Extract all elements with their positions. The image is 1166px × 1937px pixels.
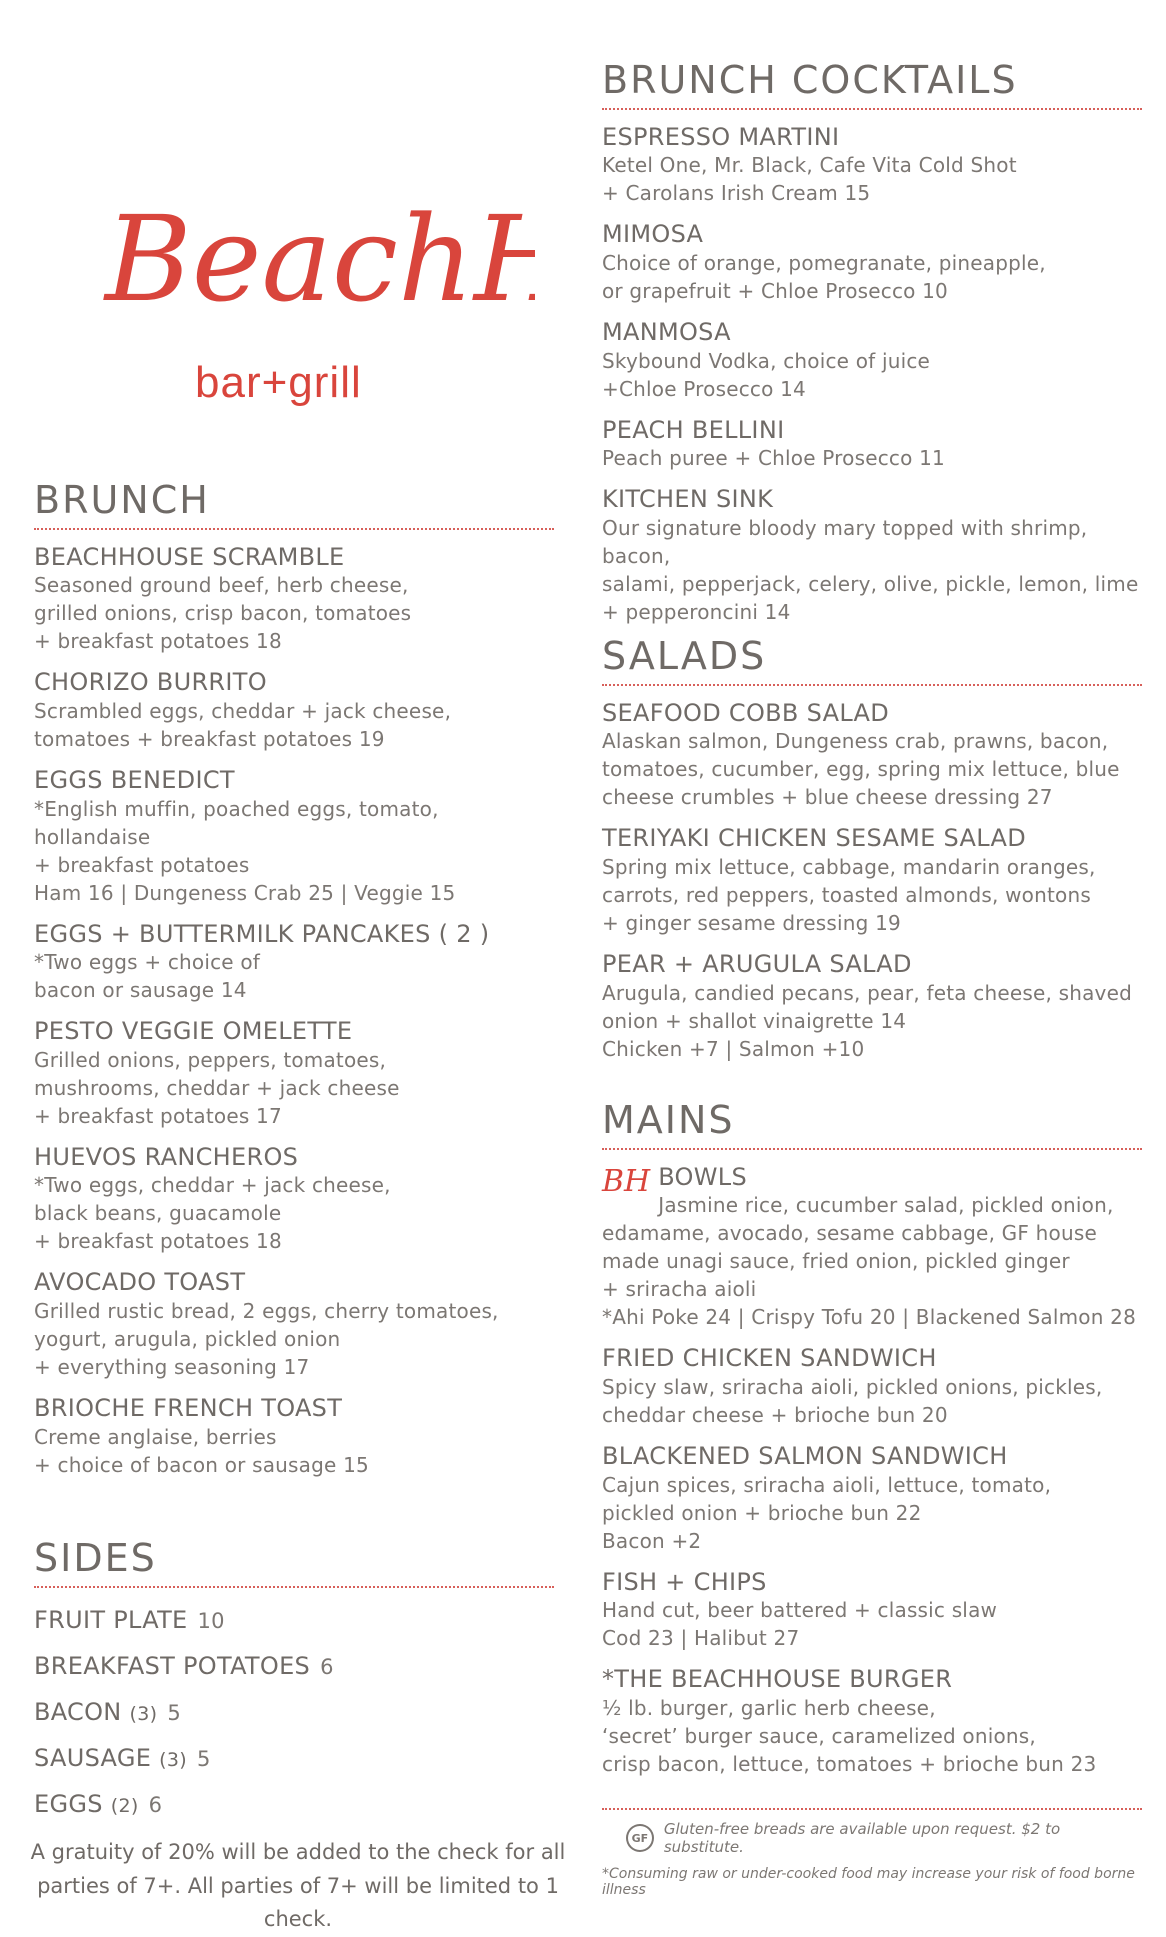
logo-script-text: Beach xyxy=(105,190,474,328)
menu-item xyxy=(34,1269,554,1381)
cocktail-items xyxy=(602,124,1142,626)
item-name: BRIOCHE FRENCH TOAST xyxy=(34,1393,343,1422)
sides-section xyxy=(34,1538,554,1818)
item-desc: Seasoned ground beef, herb cheese, grilled onions, crisp bacon, tomatoes + breakfast potatoes 18 xyxy=(34,573,412,654)
item-desc: Skybound Vodka, choice of juice +Chloe Prosecco 14 xyxy=(602,348,931,401)
raw-food-warning: *Consuming raw or under-cooked food may increase your risk of food borne illness xyxy=(602,1866,1135,1898)
item-desc: Grilled onions, peppers, tomatoes, mushrooms, cheddar + jack cheese + breakfast potatoes 17 xyxy=(34,1047,400,1128)
salads-title: SALADS xyxy=(602,636,1142,686)
menu-item xyxy=(602,486,1142,626)
item-name: TERIYAKI CHICKEN SESAME SALAD xyxy=(602,824,1026,853)
item-name: FISH + CHIPS xyxy=(602,1567,767,1596)
item-name: FRIED CHICKEN SANDWICH xyxy=(602,1344,937,1373)
gluten-free-note xyxy=(626,1820,1142,1856)
menu-item xyxy=(602,1345,1142,1429)
menu-item xyxy=(602,417,1142,473)
item-name: KITCHEN SINK xyxy=(602,485,774,514)
sides-title: SIDES xyxy=(34,1538,554,1588)
menu-item xyxy=(34,921,554,1005)
menu-item xyxy=(602,221,1142,305)
item-name: EGGS BENEDICT xyxy=(34,765,235,794)
item-name: PEACH BELLINI xyxy=(602,415,785,444)
item-desc: Creme anglaise, berries + choice of bacon or sausage 15 xyxy=(34,1424,369,1477)
item-name: SEAFOOD COBB SALAD xyxy=(602,698,890,727)
menu-item-bowls xyxy=(602,1164,1142,1332)
side-item xyxy=(34,1606,554,1634)
item-name: MANMOSA xyxy=(602,317,731,346)
item-desc: Arugula, candied pecans, pear, feta cheese, shaved onion + shallot vinaigrette 14 Chicken +7 | Salmon +10 xyxy=(602,980,1132,1061)
item-desc: *Two eggs, cheddar + jack cheese, black beans, guacamole + breakfast potatoes 18 xyxy=(34,1173,391,1254)
menu-item xyxy=(34,544,554,656)
beachhouse-logo-graphic xyxy=(95,125,535,415)
side-item xyxy=(34,1698,554,1726)
item-name: *THE BEACHHOUSE BURGER xyxy=(602,1665,953,1694)
side-price: 5 xyxy=(196,1746,211,1771)
bowls-heading-text xyxy=(658,1164,1113,1220)
item-name: EGGS + BUTTERMILK PANCAKES ( 2 ) xyxy=(34,919,490,948)
item-name: CHORIZO BURRITO xyxy=(34,668,267,697)
footer-notes xyxy=(602,1808,1142,1898)
brunch-section xyxy=(34,480,554,1479)
gluten-free-icon: GF xyxy=(626,1824,654,1852)
item-desc: Peach puree + Chloe Prosecco 11 xyxy=(602,446,945,471)
item-desc: Hand cut, beer battered + classic slaw Cod 23 | Halibut 27 xyxy=(602,1598,998,1651)
brunch-title: BRUNCH xyxy=(34,480,554,530)
cocktails-title: BRUNCH COCKTAILS xyxy=(602,60,1142,110)
side-name: BACON xyxy=(34,1697,122,1726)
mains-items xyxy=(602,1345,1142,1777)
side-price: 6 xyxy=(320,1654,334,1679)
item-name: MIMOSA xyxy=(602,220,704,249)
side-item xyxy=(34,1744,554,1772)
menu-item xyxy=(34,1395,554,1479)
item-desc: ½ lb. burger, garlic herb cheese, ‘secret’ burger sauce, caramelized onions, crisp bacon, lettuce, tomatoes + brioche bun 23 xyxy=(602,1695,1097,1776)
side-item xyxy=(34,1790,554,1818)
side-qty: (3) xyxy=(159,1748,187,1771)
salads-section xyxy=(602,636,1142,1063)
cocktails-section xyxy=(602,60,1142,626)
item-desc: Grilled rustic bread, 2 eggs, cherry tomatoes, yogurt, arugula, pickled onion + everything seasoning 17 xyxy=(34,1298,499,1379)
side-name: BREAKFAST POTATOES xyxy=(34,1651,311,1680)
item-desc: *Two eggs + choice of bacon or sausage 14 xyxy=(34,950,261,1003)
item-name: PEAR + ARUGULA SALAD xyxy=(602,949,912,978)
mains-section xyxy=(602,1100,1142,1778)
item-name: PESTO VEGGIE OMELETTE xyxy=(34,1017,353,1046)
side-name: EGGS xyxy=(34,1789,103,1818)
footer-divider xyxy=(602,1808,1142,1810)
menu-item xyxy=(34,1144,554,1256)
item-desc: Choice of orange, pomegranate, pineapple, or grapefruit + Chloe Prosecco 10 xyxy=(602,250,1046,303)
gratuity-note: A gratuity of 20% will be added to the check for all parties of 7+. All parties of 7+ will be limited to 1 check. xyxy=(30,1840,566,1932)
menu-item xyxy=(602,1443,1142,1555)
item-desc: Our signature bloody mary topped with shrimp, bacon, salami, pepperjack, celery, olive, pickle, lemon, lime + pepperoncini 14 xyxy=(602,515,1139,624)
item-desc: Cajun spices, sriracha aioli, lettuce, tomato, pickled onion + brioche bun 22 Bacon +2 xyxy=(602,1472,1052,1553)
gratuity-note-wrap xyxy=(28,1836,568,1937)
side-name: SAUSAGE xyxy=(34,1743,152,1772)
side-price: 5 xyxy=(167,1700,181,1725)
item-desc: Ketel One, Mr. Black, Cafe Vita Cold Shot + Carolans Irish Cream 15 xyxy=(602,153,1017,206)
brand-logo xyxy=(95,125,535,415)
sides-items xyxy=(34,1606,554,1818)
side-qty: (2) xyxy=(110,1794,139,1817)
menu-item xyxy=(602,319,1142,403)
logo-subtitle: bar+grill xyxy=(195,358,362,407)
item-name: BOWLS xyxy=(658,1162,747,1191)
item-desc: Spicy slaw, sriracha aioli, pickled onions, pickles, cheddar cheese + brioche bun 20 xyxy=(602,1374,1103,1427)
gluten-free-text: Gluten-free breads are available upon request. $2 to substitute. xyxy=(663,1820,1061,1856)
menu-item xyxy=(602,825,1142,937)
brunch-items xyxy=(34,544,554,1479)
bowls-header xyxy=(602,1164,1142,1220)
salad-items xyxy=(602,700,1142,1063)
item-desc: edamame, avocado, sesame cabbage, GF house made unagi sauce, fried onion, pickled ginger + sriracha aioli *Ahi Poke 24 | Crispy Tofu 20 | Blackened Salmon 28 xyxy=(602,1221,1137,1330)
side-item xyxy=(34,1652,554,1680)
menu-item xyxy=(602,1666,1142,1778)
item-desc: Spring mix lettuce, cabbage, mandarin oranges, carrots, red peppers, toasted almonds, wontons + ginger sesame dressing 19 xyxy=(602,854,1096,935)
menu-item xyxy=(602,951,1142,1063)
item-desc: *English muffin, poached eggs, tomato, hollandaise + breakfast potatoes Ham 16 | Dungeness Crab 25 | Veggie 15 xyxy=(34,796,456,905)
item-name: BEACHHOUSE SCRAMBLE xyxy=(34,542,345,571)
menu-item xyxy=(34,669,554,753)
item-name: ESPRESSO MARTINI xyxy=(602,122,840,151)
bh-monogram-icon: BH xyxy=(602,1163,651,1199)
menu-item xyxy=(34,767,554,907)
item-desc: Scrambled eggs, cheddar + jack cheese, tomatoes + breakfast potatoes 19 xyxy=(34,698,452,751)
menu-item xyxy=(34,1018,554,1130)
menu-item xyxy=(602,700,1142,812)
side-price: 6 xyxy=(148,1792,163,1817)
side-price: 10 xyxy=(197,1608,225,1633)
item-desc: Alaskan salmon, Dungeness crab, prawns, bacon, tomatoes, cucumber, egg, spring mix lettuce, blue cheese crumbles + blue cheese dressing 27 xyxy=(602,729,1120,810)
mains-title: MAINS xyxy=(602,1100,1142,1150)
item-desc-first: Jasmine rice, cucumber salad, pickled onion, xyxy=(658,1193,1114,1218)
item-name: AVOCADO TOAST xyxy=(34,1268,246,1297)
item-name: HUEVOS RANCHEROS xyxy=(34,1142,299,1171)
menu-item xyxy=(602,124,1142,208)
menu-item xyxy=(602,1569,1142,1653)
side-qty: (3) xyxy=(129,1702,158,1725)
side-name: FRUIT PLATE xyxy=(34,1605,188,1634)
item-name: BLACKENED SALMON SANDWICH xyxy=(602,1441,1008,1470)
